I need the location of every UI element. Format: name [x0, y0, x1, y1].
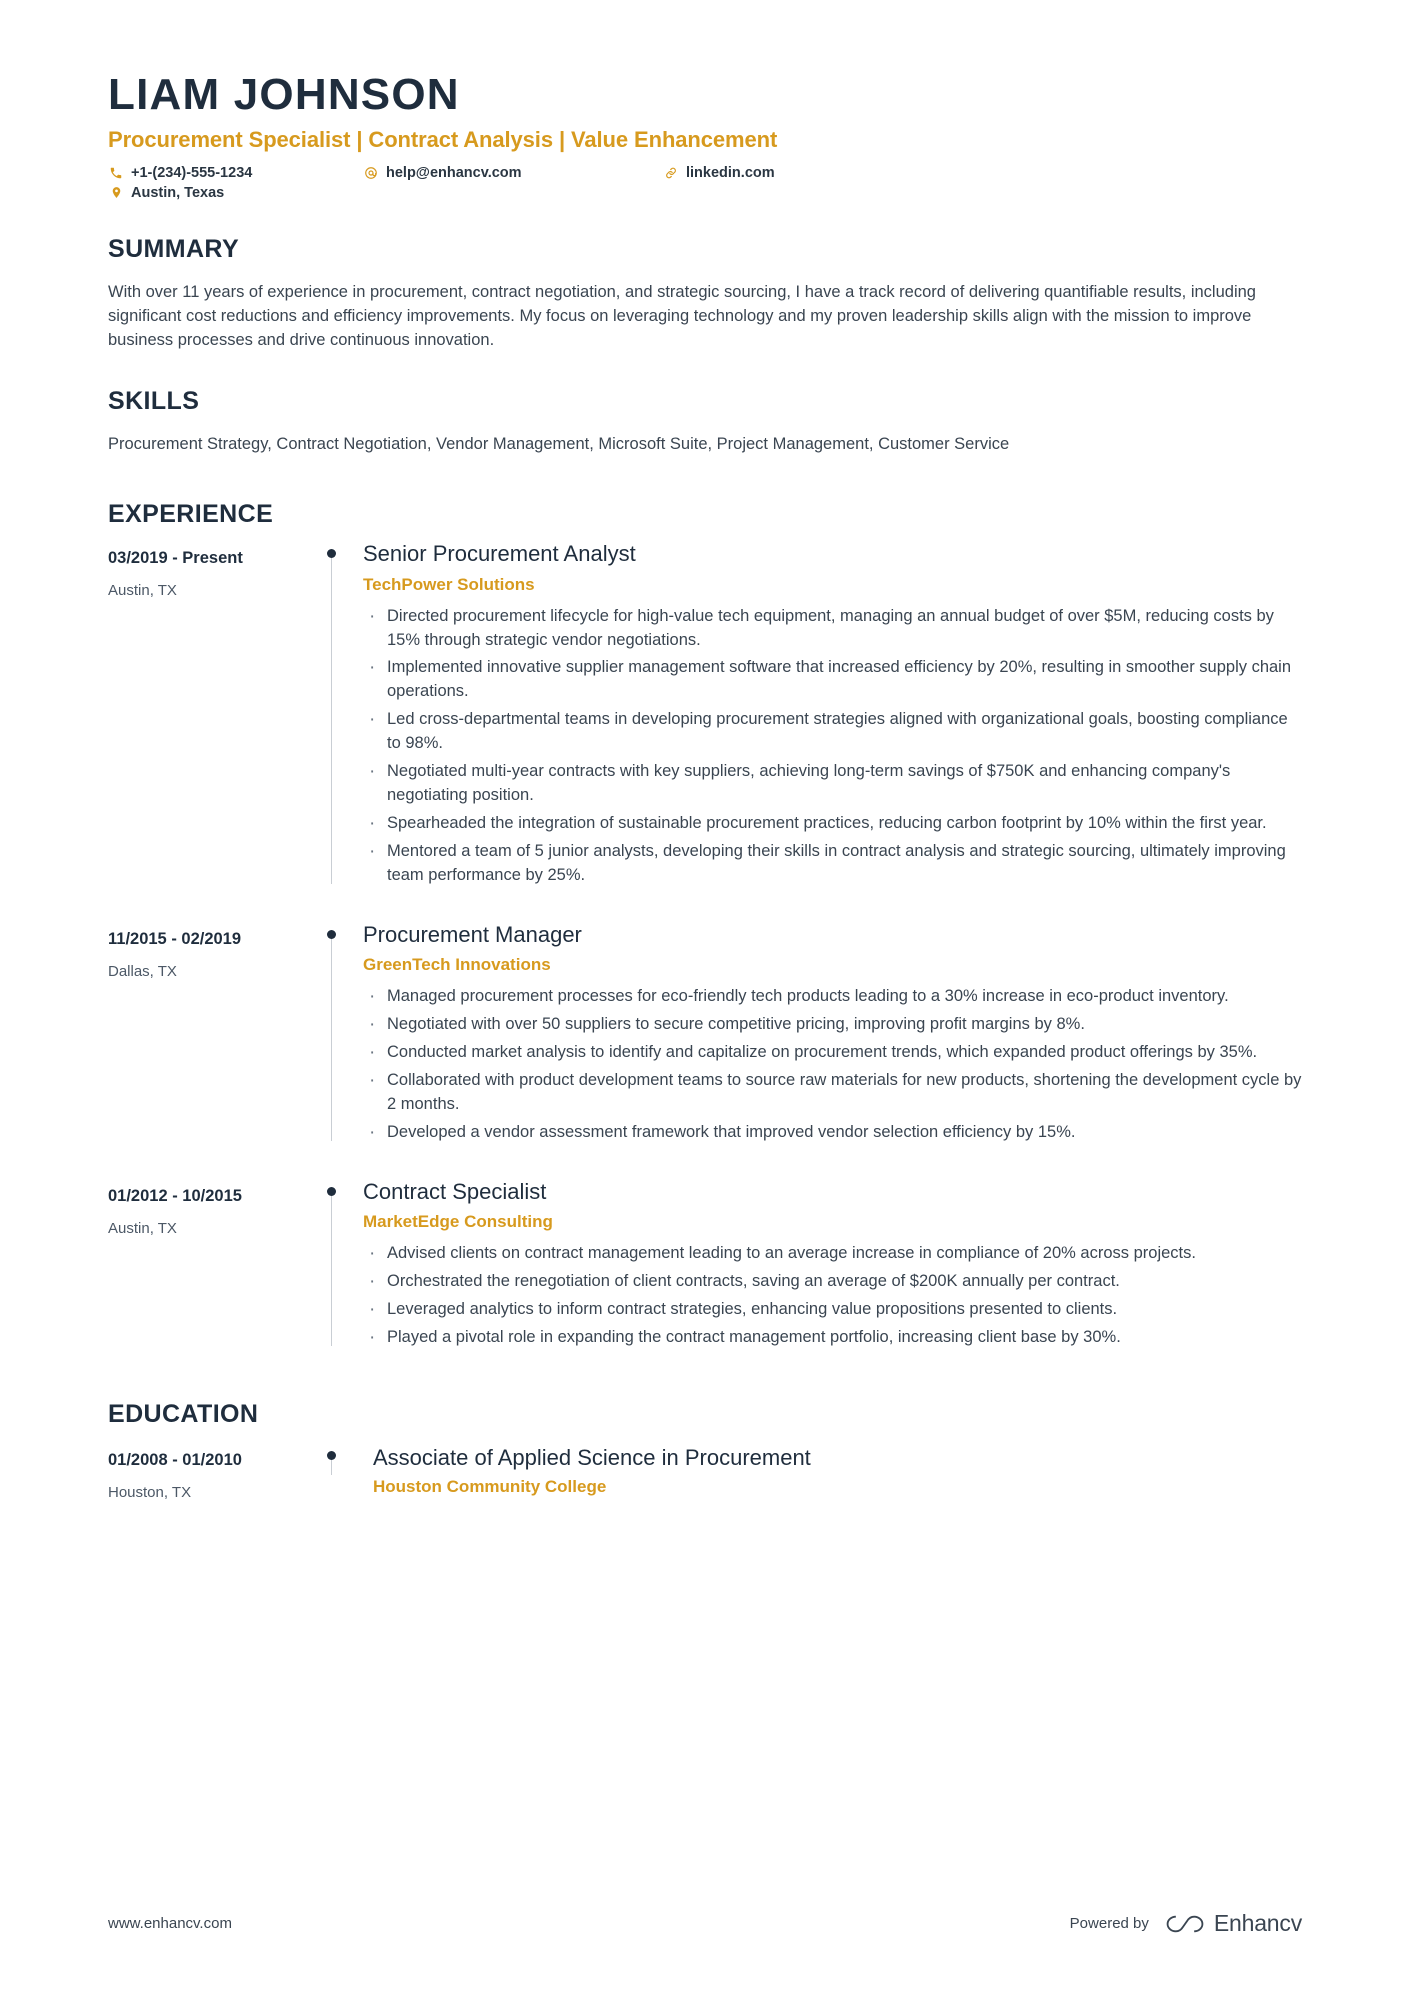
experience-entry [108, 539, 1302, 892]
timeline-marker [323, 920, 363, 1149]
experience-date: 01/2012 - 10/2015 [108, 1186, 242, 1205]
education-location: Houston, TX [108, 1483, 192, 1501]
experience-entry-meta [108, 1177, 323, 1354]
education-entry [108, 1441, 1302, 1507]
experience-entry-meta [108, 539, 323, 892]
list-item: · Negotiated with over 50 suppliers to secure competitive pricing, improving profit margins by 8%. [363, 1013, 1302, 1037]
link-icon [663, 166, 679, 180]
list-item: · Leveraged analytics to inform contract strategies, enhancing value propositions presented to clients. [363, 1298, 1302, 1322]
experience-company: MarketEdge Consulting [363, 1212, 553, 1232]
footer-branding [1070, 1910, 1302, 1937]
list-item: · Led cross-departmental teams in developing procurement strategies aligned with organizational goals, boosting compliance to 98%. [363, 708, 1302, 756]
skills-title: SKILLS [108, 386, 200, 415]
experience-role: Contract Specialist [363, 1178, 547, 1204]
experience-location: Austin, TX [108, 582, 177, 600]
experience-entry [108, 1177, 1302, 1354]
contact-row-primary [108, 165, 1302, 181]
experience-entry-body [363, 920, 1302, 1149]
timeline-marker [323, 1177, 363, 1354]
timeline-marker [323, 1441, 363, 1507]
education-entry-body [363, 1441, 1302, 1507]
education-degree: Associate of Applied Science in Procurement [373, 1444, 811, 1470]
phone-icon [108, 166, 124, 180]
education-entry-meta [108, 1441, 323, 1507]
contact-email[interactable] [363, 165, 653, 181]
experience-location: Dallas, TX [108, 962, 177, 980]
experience-bullets [363, 1242, 1302, 1350]
experience-role: Senior Procurement Analyst [363, 541, 636, 567]
footer-url[interactable]: www.enhancv.com [108, 1915, 232, 1932]
list-item: · Orchestrated the renegotiation of client contracts, saving an average of $200K annually per contract. [363, 1270, 1302, 1294]
contact-linkedin-value: linkedin.com [686, 164, 775, 181]
list-item: · Mentored a team of 5 junior analysts, developing their skills in contract analysis and strategic sourcing, ultimately improving team performance by 25%. [363, 840, 1302, 888]
candidate-headline: Procurement Specialist | Contract Analysis | Value Enhancement [108, 126, 778, 152]
list-item: · Directed procurement lifecycle for high-value tech equipment, managing an annual budget of over $5M, reducing costs by 15% through strategic vendor negotiations. [363, 605, 1302, 653]
education-date: 01/2008 - 01/2010 [108, 1450, 242, 1469]
enhancv-logo-icon [1163, 1911, 1207, 1937]
experience-location: Austin, TX [108, 1219, 177, 1237]
powered-by-label: Powered by [1069, 1915, 1149, 1932]
page-footer [108, 1910, 1302, 1937]
education-title: EDUCATION [108, 1399, 259, 1428]
resume-header [108, 70, 1302, 201]
experience-date: 11/2015 - 02/2019 [108, 929, 242, 948]
summary-section [108, 235, 1302, 353]
location-pin-icon [108, 185, 124, 200]
email-icon [363, 166, 379, 180]
list-item: · Managed procurement processes for eco-friendly tech products leading to a 30% increase in eco-product inventory. [363, 985, 1302, 1009]
skills-section [108, 387, 1302, 456]
list-item: · Developed a vendor assessment framework that improved vendor selection efficiency by 15%. [363, 1121, 1302, 1145]
contact-location [108, 185, 224, 201]
timeline-marker [323, 539, 363, 892]
experience-entry-body [363, 539, 1302, 892]
summary-title: SUMMARY [108, 234, 240, 263]
summary-text: With over 11 years of experience in procurement, contract negotiation, and strategic sourcing, I have a track record of delivering quantifiable results, including significant cost reductions and efficiency improvements. My focus on leveraging technology and my proven leadership skills align with the mission to improve business processes and drive continuous innovation. [108, 282, 1256, 350]
list-item: · Implemented innovative supplier management software that increased efficiency by 20%, resulting in smoother supply chain operations. [363, 656, 1302, 704]
experience-role: Procurement Manager [363, 921, 582, 947]
list-item: · Advised clients on contract management leading to an average increase in compliance of 20% across projects. [363, 1242, 1302, 1266]
list-item: · Played a pivotal role in expanding the contract management portfolio, increasing client base by 30%. [363, 1326, 1302, 1350]
experience-bullets [363, 985, 1302, 1145]
contact-phone-value: +1-(234)-555-1234 [131, 164, 253, 181]
experience-entry [108, 920, 1302, 1149]
brand-name: Enhancv [1213, 1910, 1302, 1936]
experience-bullets [363, 605, 1302, 888]
contact-row-secondary [108, 185, 1302, 201]
experience-title: EXPERIENCE [108, 500, 274, 529]
candidate-name: LIAM JOHNSON [108, 70, 460, 119]
list-item: · Collaborated with product development teams to source raw materials for new products, shortening the development cycle by 2 months. [363, 1069, 1302, 1117]
list-item: · Spearheaded the integration of sustainable procurement practices, reducing carbon footprint by 10% within the first year. [363, 812, 1302, 836]
contact-location-value: Austin, Texas [131, 184, 225, 201]
experience-entry-body [363, 1177, 1302, 1354]
contact-phone [108, 165, 353, 181]
experience-entry-meta [108, 920, 323, 1149]
list-item: · Negotiated multi-year contracts with key suppliers, achieving long-term savings of $750K and enhancing company's negotiating position. [363, 760, 1302, 808]
skills-text: Procurement Strategy, Contract Negotiation, Vendor Management, Microsoft Suite, Project Management, Customer Service [108, 434, 1010, 453]
experience-section [108, 500, 1302, 1354]
contact-email-value: help@enhancv.com [386, 164, 522, 181]
education-school: Houston Community College [373, 1477, 607, 1497]
experience-company: GreenTech Innovations [363, 955, 551, 975]
education-section [108, 1400, 1302, 1507]
list-item: · Conducted market analysis to identify and capitalize on procurement trends, which expanded product offerings by 35%. [363, 1041, 1302, 1065]
experience-company: TechPower Solutions [363, 574, 535, 594]
experience-date: 03/2019 - Present [108, 549, 243, 568]
contact-linkedin[interactable] [663, 165, 775, 181]
